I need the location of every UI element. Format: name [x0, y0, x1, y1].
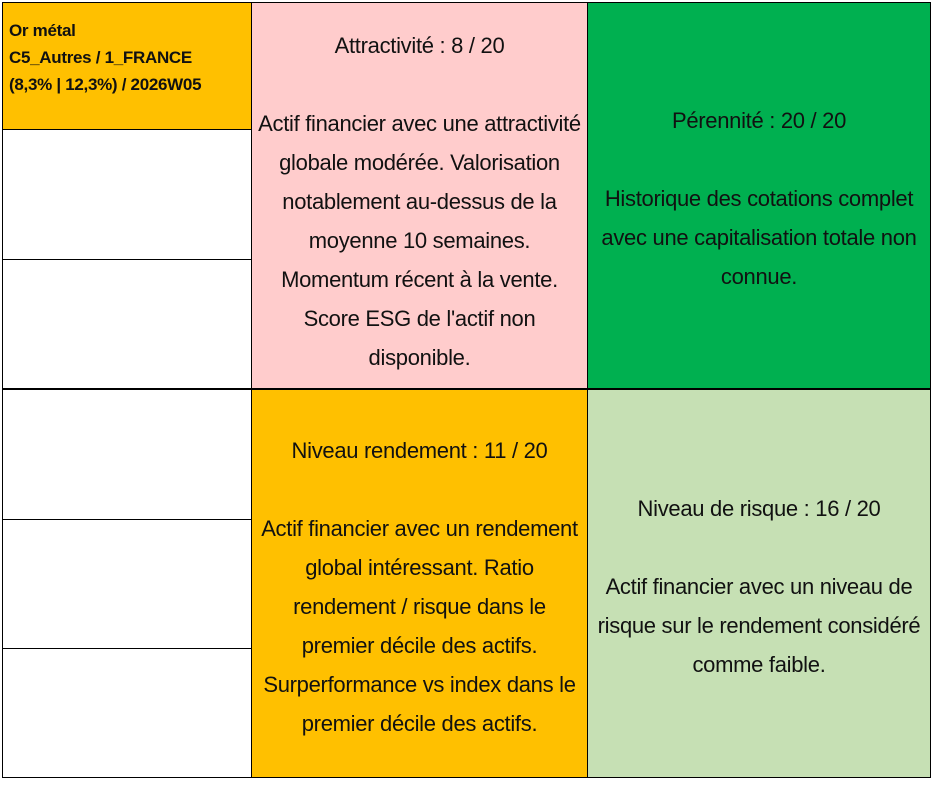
- perennite-title: Pérennité : 20 / 20: [671, 108, 847, 133]
- asset-name: Or métal: [9, 21, 76, 40]
- empty-cell: [2, 129, 252, 260]
- risque-description: Actif financier avec un niveau de risque sur le rendement considéré comme faible.: [597, 574, 921, 677]
- attractivite-title: Attractivité : 8 / 20: [334, 33, 505, 58]
- asset-period: (8,3% | 12,3%) / 2026W05: [9, 75, 202, 94]
- empty-cell: [2, 388, 252, 520]
- perennite-cell: [587, 2, 931, 389]
- empty-cell: [2, 259, 252, 389]
- perennite-description: Historique des cotations complet avec une capitalisation totale non connue.: [601, 186, 917, 289]
- rendement-title: Niveau rendement : 11 / 20: [291, 438, 548, 463]
- asset-category: C5_Autres / 1_FRANCE: [9, 48, 192, 67]
- risque-cell: [587, 388, 931, 778]
- empty-cell: [2, 648, 252, 778]
- rendement-description: Actif financier avec un rendement global intéressant. Ratio rendement / risque dans le premier décile des actifs. Surperformance vs index dans le premier décile des actifs.: [261, 516, 578, 736]
- attractivite-description: Actif financier avec une attractivité globale modérée. Valorisation notablement au-dessus de la moyenne 10 semaines. Momentum récent à la vente. Score ESG de l'actif non disponible.: [258, 111, 581, 370]
- attractivite-cell: [251, 2, 588, 389]
- empty-cell: [2, 519, 252, 649]
- rendement-cell: [251, 388, 588, 778]
- asset-header-cell: [2, 2, 252, 130]
- risque-title: Niveau de risque : 16 / 20: [637, 496, 881, 521]
